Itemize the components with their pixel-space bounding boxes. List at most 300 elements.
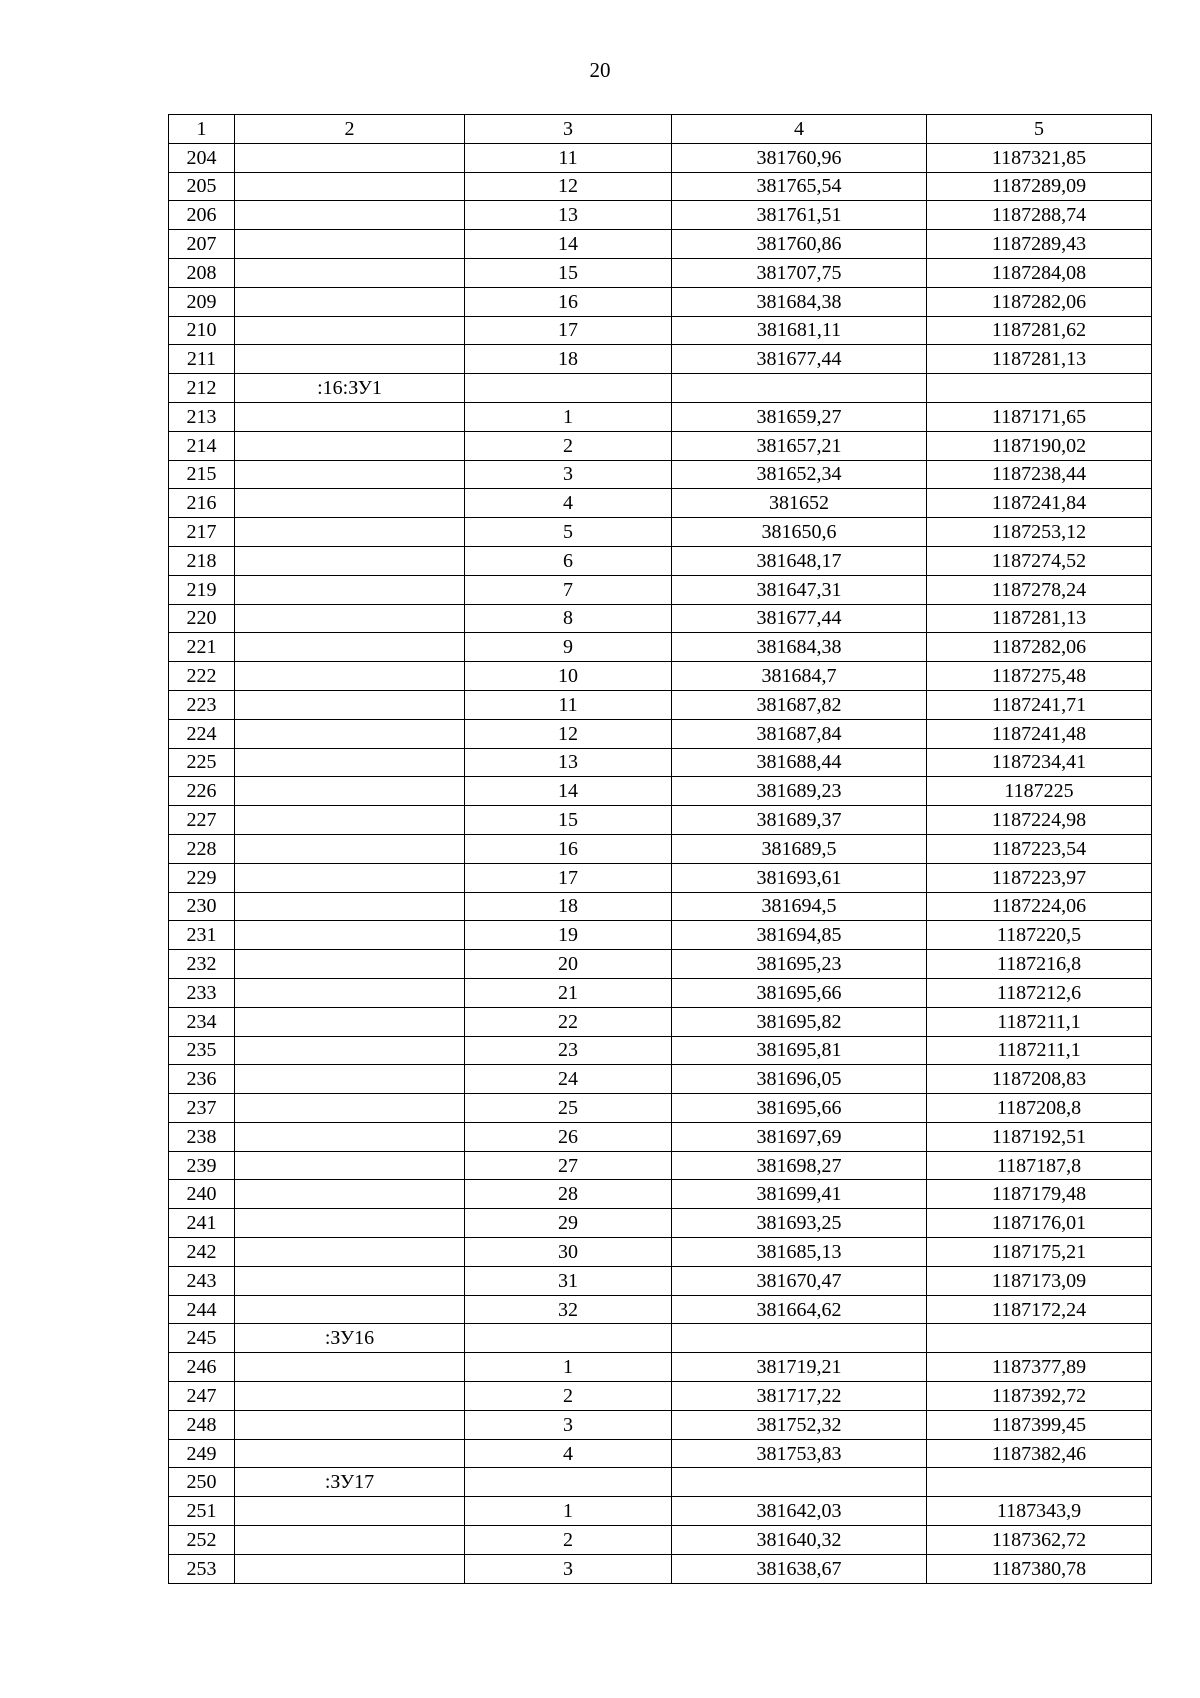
- cell-y-coordinate: 1187234,41: [927, 748, 1152, 777]
- header-cell-point-number: 3: [465, 115, 672, 144]
- cell-point-number: [465, 374, 672, 403]
- cell-y-coordinate: 1187343,9: [927, 1497, 1152, 1526]
- cell-point-number: 1: [465, 402, 672, 431]
- cell-parcel-designation: [235, 287, 465, 316]
- header-cell-x-coordinate: 4: [672, 115, 927, 144]
- coordinates-table-body: [169, 115, 1152, 1584]
- cell-y-coordinate: 1187211,1: [927, 1036, 1152, 1065]
- table-row: [169, 1554, 1152, 1583]
- cell-point-number: 11: [465, 143, 672, 172]
- cell-point-number: 4: [465, 489, 672, 518]
- cell-parcel-designation: [235, 1122, 465, 1151]
- cell-row-number: 231: [169, 921, 235, 950]
- cell-point-number: 12: [465, 172, 672, 201]
- table-row: [169, 489, 1152, 518]
- table-row: [169, 1266, 1152, 1295]
- table-row: [169, 892, 1152, 921]
- cell-parcel-designation: [235, 201, 465, 230]
- cell-x-coordinate: 381657,21: [672, 431, 927, 460]
- cell-parcel-designation: [235, 690, 465, 719]
- cell-y-coordinate: 1187238,44: [927, 460, 1152, 489]
- table-row: [169, 1180, 1152, 1209]
- cell-parcel-designation: [235, 777, 465, 806]
- cell-x-coordinate: 381688,44: [672, 748, 927, 777]
- cell-x-coordinate: 381719,21: [672, 1353, 927, 1382]
- cell-x-coordinate: 381693,25: [672, 1209, 927, 1238]
- cell-y-coordinate: 1187399,45: [927, 1410, 1152, 1439]
- cell-x-coordinate: 381664,62: [672, 1295, 927, 1324]
- cell-point-number: 12: [465, 719, 672, 748]
- cell-row-number: 237: [169, 1094, 235, 1123]
- cell-y-coordinate: 1187392,72: [927, 1382, 1152, 1411]
- cell-y-coordinate: 1187190,02: [927, 431, 1152, 460]
- table-row: [169, 374, 1152, 403]
- table-row: [169, 1410, 1152, 1439]
- table-header-row: [169, 115, 1152, 144]
- cell-parcel-designation: [235, 518, 465, 547]
- cell-y-coordinate: 1187208,83: [927, 1065, 1152, 1094]
- cell-x-coordinate: 381640,32: [672, 1526, 927, 1555]
- cell-x-coordinate: [672, 1324, 927, 1353]
- header-cell-y-coordinate: 5: [927, 115, 1152, 144]
- cell-point-number: [465, 1324, 672, 1353]
- cell-point-number: 20: [465, 950, 672, 979]
- table-row: [169, 1497, 1152, 1526]
- cell-parcel-designation: :16:ЗУ1: [235, 374, 465, 403]
- cell-x-coordinate: 381695,82: [672, 1007, 927, 1036]
- table-row: [169, 143, 1152, 172]
- table-row: [169, 431, 1152, 460]
- cell-parcel-designation: [235, 1065, 465, 1094]
- cell-parcel-designation: [235, 1007, 465, 1036]
- cell-point-number: 16: [465, 287, 672, 316]
- cell-x-coordinate: 381765,54: [672, 172, 927, 201]
- cell-parcel-designation: [235, 1353, 465, 1382]
- cell-x-coordinate: 381642,03: [672, 1497, 927, 1526]
- cell-parcel-designation: [235, 143, 465, 172]
- cell-parcel-designation: [235, 1382, 465, 1411]
- cell-row-number: 234: [169, 1007, 235, 1036]
- cell-parcel-designation: [235, 719, 465, 748]
- cell-parcel-designation: [235, 806, 465, 835]
- table-row: [169, 1122, 1152, 1151]
- cell-row-number: 228: [169, 834, 235, 863]
- cell-row-number: 215: [169, 460, 235, 489]
- cell-y-coordinate: 1187241,71: [927, 690, 1152, 719]
- cell-x-coordinate: 381695,66: [672, 1094, 927, 1123]
- cell-point-number: 23: [465, 1036, 672, 1065]
- cell-x-coordinate: 381696,05: [672, 1065, 927, 1094]
- cell-point-number: 7: [465, 575, 672, 604]
- table-row: [169, 546, 1152, 575]
- cell-parcel-designation: [235, 1094, 465, 1123]
- cell-parcel-designation: [235, 748, 465, 777]
- cell-y-coordinate: 1187223,54: [927, 834, 1152, 863]
- cell-point-number: 28: [465, 1180, 672, 1209]
- cell-point-number: 5: [465, 518, 672, 547]
- cell-row-number: 213: [169, 402, 235, 431]
- cell-y-coordinate: 1187225: [927, 777, 1152, 806]
- cell-x-coordinate: 381717,22: [672, 1382, 927, 1411]
- cell-x-coordinate: 381670,47: [672, 1266, 927, 1295]
- header-cell-row-number: 1: [169, 115, 235, 144]
- cell-point-number: 3: [465, 1554, 672, 1583]
- cell-row-number: 205: [169, 172, 235, 201]
- cell-y-coordinate: 1187321,85: [927, 143, 1152, 172]
- cell-row-number: 251: [169, 1497, 235, 1526]
- cell-parcel-designation: [235, 172, 465, 201]
- cell-row-number: 217: [169, 518, 235, 547]
- cell-x-coordinate: 381695,66: [672, 978, 927, 1007]
- cell-point-number: 2: [465, 1526, 672, 1555]
- cell-x-coordinate: 381638,67: [672, 1554, 927, 1583]
- cell-x-coordinate: 381761,51: [672, 201, 927, 230]
- cell-y-coordinate: 1187362,72: [927, 1526, 1152, 1555]
- cell-parcel-designation: [235, 604, 465, 633]
- cell-row-number: 225: [169, 748, 235, 777]
- cell-y-coordinate: 1187224,98: [927, 806, 1152, 835]
- cell-parcel-designation: [235, 633, 465, 662]
- cell-y-coordinate: 1187192,51: [927, 1122, 1152, 1151]
- cell-row-number: 253: [169, 1554, 235, 1583]
- cell-row-number: 209: [169, 287, 235, 316]
- cell-point-number: 14: [465, 777, 672, 806]
- cell-y-coordinate: [927, 1324, 1152, 1353]
- table-row: [169, 950, 1152, 979]
- table-row: [169, 345, 1152, 374]
- table-row: [169, 258, 1152, 287]
- cell-y-coordinate: 1187187,8: [927, 1151, 1152, 1180]
- table-row: [169, 834, 1152, 863]
- cell-point-number: 32: [465, 1295, 672, 1324]
- cell-parcel-designation: [235, 662, 465, 691]
- cell-y-coordinate: 1187282,06: [927, 287, 1152, 316]
- cell-y-coordinate: 1187281,13: [927, 345, 1152, 374]
- cell-x-coordinate: 381689,5: [672, 834, 927, 863]
- cell-x-coordinate: 381677,44: [672, 604, 927, 633]
- cell-x-coordinate: 381689,37: [672, 806, 927, 835]
- cell-parcel-designation: [235, 1151, 465, 1180]
- table-row: [169, 316, 1152, 345]
- cell-x-coordinate: 381687,82: [672, 690, 927, 719]
- coordinates-table: [168, 114, 1152, 1584]
- cell-parcel-designation: [235, 863, 465, 892]
- cell-x-coordinate: 381647,31: [672, 575, 927, 604]
- cell-parcel-designation: [235, 892, 465, 921]
- cell-y-coordinate: 1187179,48: [927, 1180, 1152, 1209]
- cell-point-number: 26: [465, 1122, 672, 1151]
- cell-parcel-designation: [235, 345, 465, 374]
- cell-y-coordinate: 1187176,01: [927, 1209, 1152, 1238]
- cell-parcel-designation: [235, 230, 465, 259]
- table-row: [169, 1468, 1152, 1497]
- cell-row-number: 235: [169, 1036, 235, 1065]
- cell-parcel-designation: [235, 575, 465, 604]
- cell-y-coordinate: 1187275,48: [927, 662, 1152, 691]
- cell-parcel-designation: [235, 431, 465, 460]
- cell-x-coordinate: 381648,17: [672, 546, 927, 575]
- cell-row-number: 206: [169, 201, 235, 230]
- cell-y-coordinate: 1187274,52: [927, 546, 1152, 575]
- cell-row-number: 244: [169, 1295, 235, 1324]
- cell-y-coordinate: 1187216,8: [927, 950, 1152, 979]
- cell-x-coordinate: 381650,6: [672, 518, 927, 547]
- cell-parcel-designation: :ЗУ16: [235, 1324, 465, 1353]
- table-row: [169, 1007, 1152, 1036]
- cell-x-coordinate: 381753,83: [672, 1439, 927, 1468]
- cell-point-number: 21: [465, 978, 672, 1007]
- cell-x-coordinate: 381694,5: [672, 892, 927, 921]
- cell-parcel-designation: [235, 258, 465, 287]
- cell-x-coordinate: [672, 374, 927, 403]
- table-row: [169, 201, 1152, 230]
- cell-point-number: 2: [465, 431, 672, 460]
- cell-x-coordinate: 381760,96: [672, 143, 927, 172]
- cell-y-coordinate: 1187173,09: [927, 1266, 1152, 1295]
- table-row: [169, 518, 1152, 547]
- cell-point-number: 15: [465, 806, 672, 835]
- cell-y-coordinate: 1187377,89: [927, 1353, 1152, 1382]
- table-row: [169, 633, 1152, 662]
- cell-y-coordinate: 1187208,8: [927, 1094, 1152, 1123]
- table-row: [169, 1526, 1152, 1555]
- cell-point-number: [465, 1468, 672, 1497]
- cell-y-coordinate: 1187380,78: [927, 1554, 1152, 1583]
- table-row: [169, 748, 1152, 777]
- cell-x-coordinate: 381685,13: [672, 1238, 927, 1267]
- table-row: [169, 1238, 1152, 1267]
- cell-y-coordinate: 1187282,06: [927, 633, 1152, 662]
- cell-y-coordinate: 1187211,1: [927, 1007, 1152, 1036]
- cell-parcel-designation: [235, 1295, 465, 1324]
- cell-x-coordinate: 381681,11: [672, 316, 927, 345]
- cell-x-coordinate: 381684,38: [672, 287, 927, 316]
- cell-row-number: 220: [169, 604, 235, 633]
- cell-row-number: 249: [169, 1439, 235, 1468]
- cell-y-coordinate: 1187223,97: [927, 863, 1152, 892]
- cell-y-coordinate: 1187382,46: [927, 1439, 1152, 1468]
- cell-row-number: 232: [169, 950, 235, 979]
- cell-x-coordinate: 381760,86: [672, 230, 927, 259]
- cell-y-coordinate: 1187281,13: [927, 604, 1152, 633]
- cell-parcel-designation: [235, 1238, 465, 1267]
- table-row: [169, 806, 1152, 835]
- table-row: [169, 690, 1152, 719]
- cell-y-coordinate: 1187289,09: [927, 172, 1152, 201]
- cell-parcel-designation: [235, 834, 465, 863]
- table-row: [169, 1324, 1152, 1353]
- cell-parcel-designation: [235, 402, 465, 431]
- cell-y-coordinate: 1187212,6: [927, 978, 1152, 1007]
- cell-point-number: 24: [465, 1065, 672, 1094]
- cell-point-number: 19: [465, 921, 672, 950]
- cell-row-number: 219: [169, 575, 235, 604]
- cell-parcel-designation: [235, 489, 465, 518]
- cell-point-number: 11: [465, 690, 672, 719]
- cell-x-coordinate: 381694,85: [672, 921, 927, 950]
- cell-row-number: 250: [169, 1468, 235, 1497]
- cell-y-coordinate: 1187288,74: [927, 201, 1152, 230]
- cell-point-number: 18: [465, 345, 672, 374]
- cell-x-coordinate: 381684,7: [672, 662, 927, 691]
- table-row: [169, 402, 1152, 431]
- table-row: [169, 777, 1152, 806]
- cell-row-number: 204: [169, 143, 235, 172]
- cell-row-number: 241: [169, 1209, 235, 1238]
- cell-y-coordinate: 1187278,24: [927, 575, 1152, 604]
- cell-parcel-designation: [235, 460, 465, 489]
- table-row: [169, 575, 1152, 604]
- cell-point-number: 16: [465, 834, 672, 863]
- cell-row-number: 247: [169, 1382, 235, 1411]
- cell-point-number: 8: [465, 604, 672, 633]
- cell-parcel-designation: [235, 546, 465, 575]
- cell-point-number: 17: [465, 863, 672, 892]
- cell-point-number: 31: [465, 1266, 672, 1295]
- table-row: [169, 1295, 1152, 1324]
- cell-parcel-designation: [235, 1554, 465, 1583]
- table-row: [169, 1209, 1152, 1238]
- cell-x-coordinate: 381652: [672, 489, 927, 518]
- cell-point-number: 3: [465, 460, 672, 489]
- cell-x-coordinate: 381652,34: [672, 460, 927, 489]
- cell-parcel-designation: [235, 978, 465, 1007]
- cell-parcel-designation: [235, 1410, 465, 1439]
- cell-row-number: 218: [169, 546, 235, 575]
- table-row: [169, 1151, 1152, 1180]
- cell-parcel-designation: [235, 316, 465, 345]
- cell-x-coordinate: 381698,27: [672, 1151, 927, 1180]
- cell-y-coordinate: 1187253,12: [927, 518, 1152, 547]
- cell-x-coordinate: [672, 1468, 927, 1497]
- cell-point-number: 27: [465, 1151, 672, 1180]
- cell-row-number: 246: [169, 1353, 235, 1382]
- cell-point-number: 25: [465, 1094, 672, 1123]
- cell-row-number: 243: [169, 1266, 235, 1295]
- table-row: [169, 604, 1152, 633]
- cell-row-number: 239: [169, 1151, 235, 1180]
- cell-y-coordinate: 1187220,5: [927, 921, 1152, 950]
- cell-point-number: 14: [465, 230, 672, 259]
- table-row: [169, 978, 1152, 1007]
- cell-point-number: 30: [465, 1238, 672, 1267]
- cell-row-number: 214: [169, 431, 235, 460]
- cell-y-coordinate: [927, 1468, 1152, 1497]
- cell-parcel-designation: [235, 1266, 465, 1295]
- cell-y-coordinate: 1187289,43: [927, 230, 1152, 259]
- cell-x-coordinate: 381689,23: [672, 777, 927, 806]
- cell-point-number: 29: [465, 1209, 672, 1238]
- cell-x-coordinate: 381684,38: [672, 633, 927, 662]
- cell-row-number: 226: [169, 777, 235, 806]
- cell-parcel-designation: [235, 1209, 465, 1238]
- cell-point-number: 22: [465, 1007, 672, 1036]
- table-row: [169, 230, 1152, 259]
- header-cell-parcel-designation: 2: [235, 115, 465, 144]
- cell-row-number: 242: [169, 1238, 235, 1267]
- cell-row-number: 224: [169, 719, 235, 748]
- cell-parcel-designation: [235, 921, 465, 950]
- cell-row-number: 229: [169, 863, 235, 892]
- table-row: [169, 863, 1152, 892]
- cell-parcel-designation: [235, 1036, 465, 1065]
- cell-row-number: 210: [169, 316, 235, 345]
- cell-y-coordinate: [927, 374, 1152, 403]
- cell-y-coordinate: 1187284,08: [927, 258, 1152, 287]
- cell-y-coordinate: 1187281,62: [927, 316, 1152, 345]
- cell-row-number: 236: [169, 1065, 235, 1094]
- cell-row-number: 240: [169, 1180, 235, 1209]
- cell-parcel-designation: [235, 1497, 465, 1526]
- cell-parcel-designation: [235, 1526, 465, 1555]
- cell-row-number: 216: [169, 489, 235, 518]
- cell-x-coordinate: 381693,61: [672, 863, 927, 892]
- table-row: [169, 1094, 1152, 1123]
- cell-parcel-designation: [235, 1180, 465, 1209]
- cell-y-coordinate: 1187175,21: [927, 1238, 1152, 1267]
- cell-x-coordinate: 381707,75: [672, 258, 927, 287]
- cell-row-number: 245: [169, 1324, 235, 1353]
- cell-x-coordinate: 381695,81: [672, 1036, 927, 1065]
- cell-row-number: 222: [169, 662, 235, 691]
- cell-row-number: 207: [169, 230, 235, 259]
- cell-point-number: 2: [465, 1382, 672, 1411]
- cell-row-number: 223: [169, 690, 235, 719]
- cell-x-coordinate: 381699,41: [672, 1180, 927, 1209]
- cell-point-number: 17: [465, 316, 672, 345]
- cell-row-number: 238: [169, 1122, 235, 1151]
- table-row: [169, 1382, 1152, 1411]
- cell-point-number: 10: [465, 662, 672, 691]
- table-row: [169, 719, 1152, 748]
- cell-parcel-designation: [235, 1439, 465, 1468]
- table-row: [169, 460, 1152, 489]
- cell-y-coordinate: 1187224,06: [927, 892, 1152, 921]
- cell-point-number: 9: [465, 633, 672, 662]
- table-row: [169, 662, 1152, 691]
- cell-point-number: 18: [465, 892, 672, 921]
- cell-x-coordinate: 381659,27: [672, 402, 927, 431]
- cell-y-coordinate: 1187241,84: [927, 489, 1152, 518]
- cell-x-coordinate: 381697,69: [672, 1122, 927, 1151]
- cell-parcel-designation: [235, 950, 465, 979]
- cell-row-number: 248: [169, 1410, 235, 1439]
- table-row: [169, 1439, 1152, 1468]
- table-row: [169, 287, 1152, 316]
- cell-row-number: 227: [169, 806, 235, 835]
- cell-y-coordinate: 1187172,24: [927, 1295, 1152, 1324]
- cell-row-number: 252: [169, 1526, 235, 1555]
- cell-point-number: 1: [465, 1497, 672, 1526]
- cell-point-number: 4: [465, 1439, 672, 1468]
- cell-row-number: 233: [169, 978, 235, 1007]
- table-row: [169, 1036, 1152, 1065]
- cell-x-coordinate: 381695,23: [672, 950, 927, 979]
- cell-row-number: 211: [169, 345, 235, 374]
- cell-point-number: 15: [465, 258, 672, 287]
- cell-parcel-designation: :ЗУ17: [235, 1468, 465, 1497]
- cell-x-coordinate: 381687,84: [672, 719, 927, 748]
- cell-row-number: 208: [169, 258, 235, 287]
- cell-point-number: 1: [465, 1353, 672, 1382]
- cell-point-number: 3: [465, 1410, 672, 1439]
- table-row: [169, 1353, 1152, 1382]
- cell-point-number: 6: [465, 546, 672, 575]
- table-row: [169, 1065, 1152, 1094]
- cell-row-number: 212: [169, 374, 235, 403]
- table-row: [169, 172, 1152, 201]
- cell-row-number: 230: [169, 892, 235, 921]
